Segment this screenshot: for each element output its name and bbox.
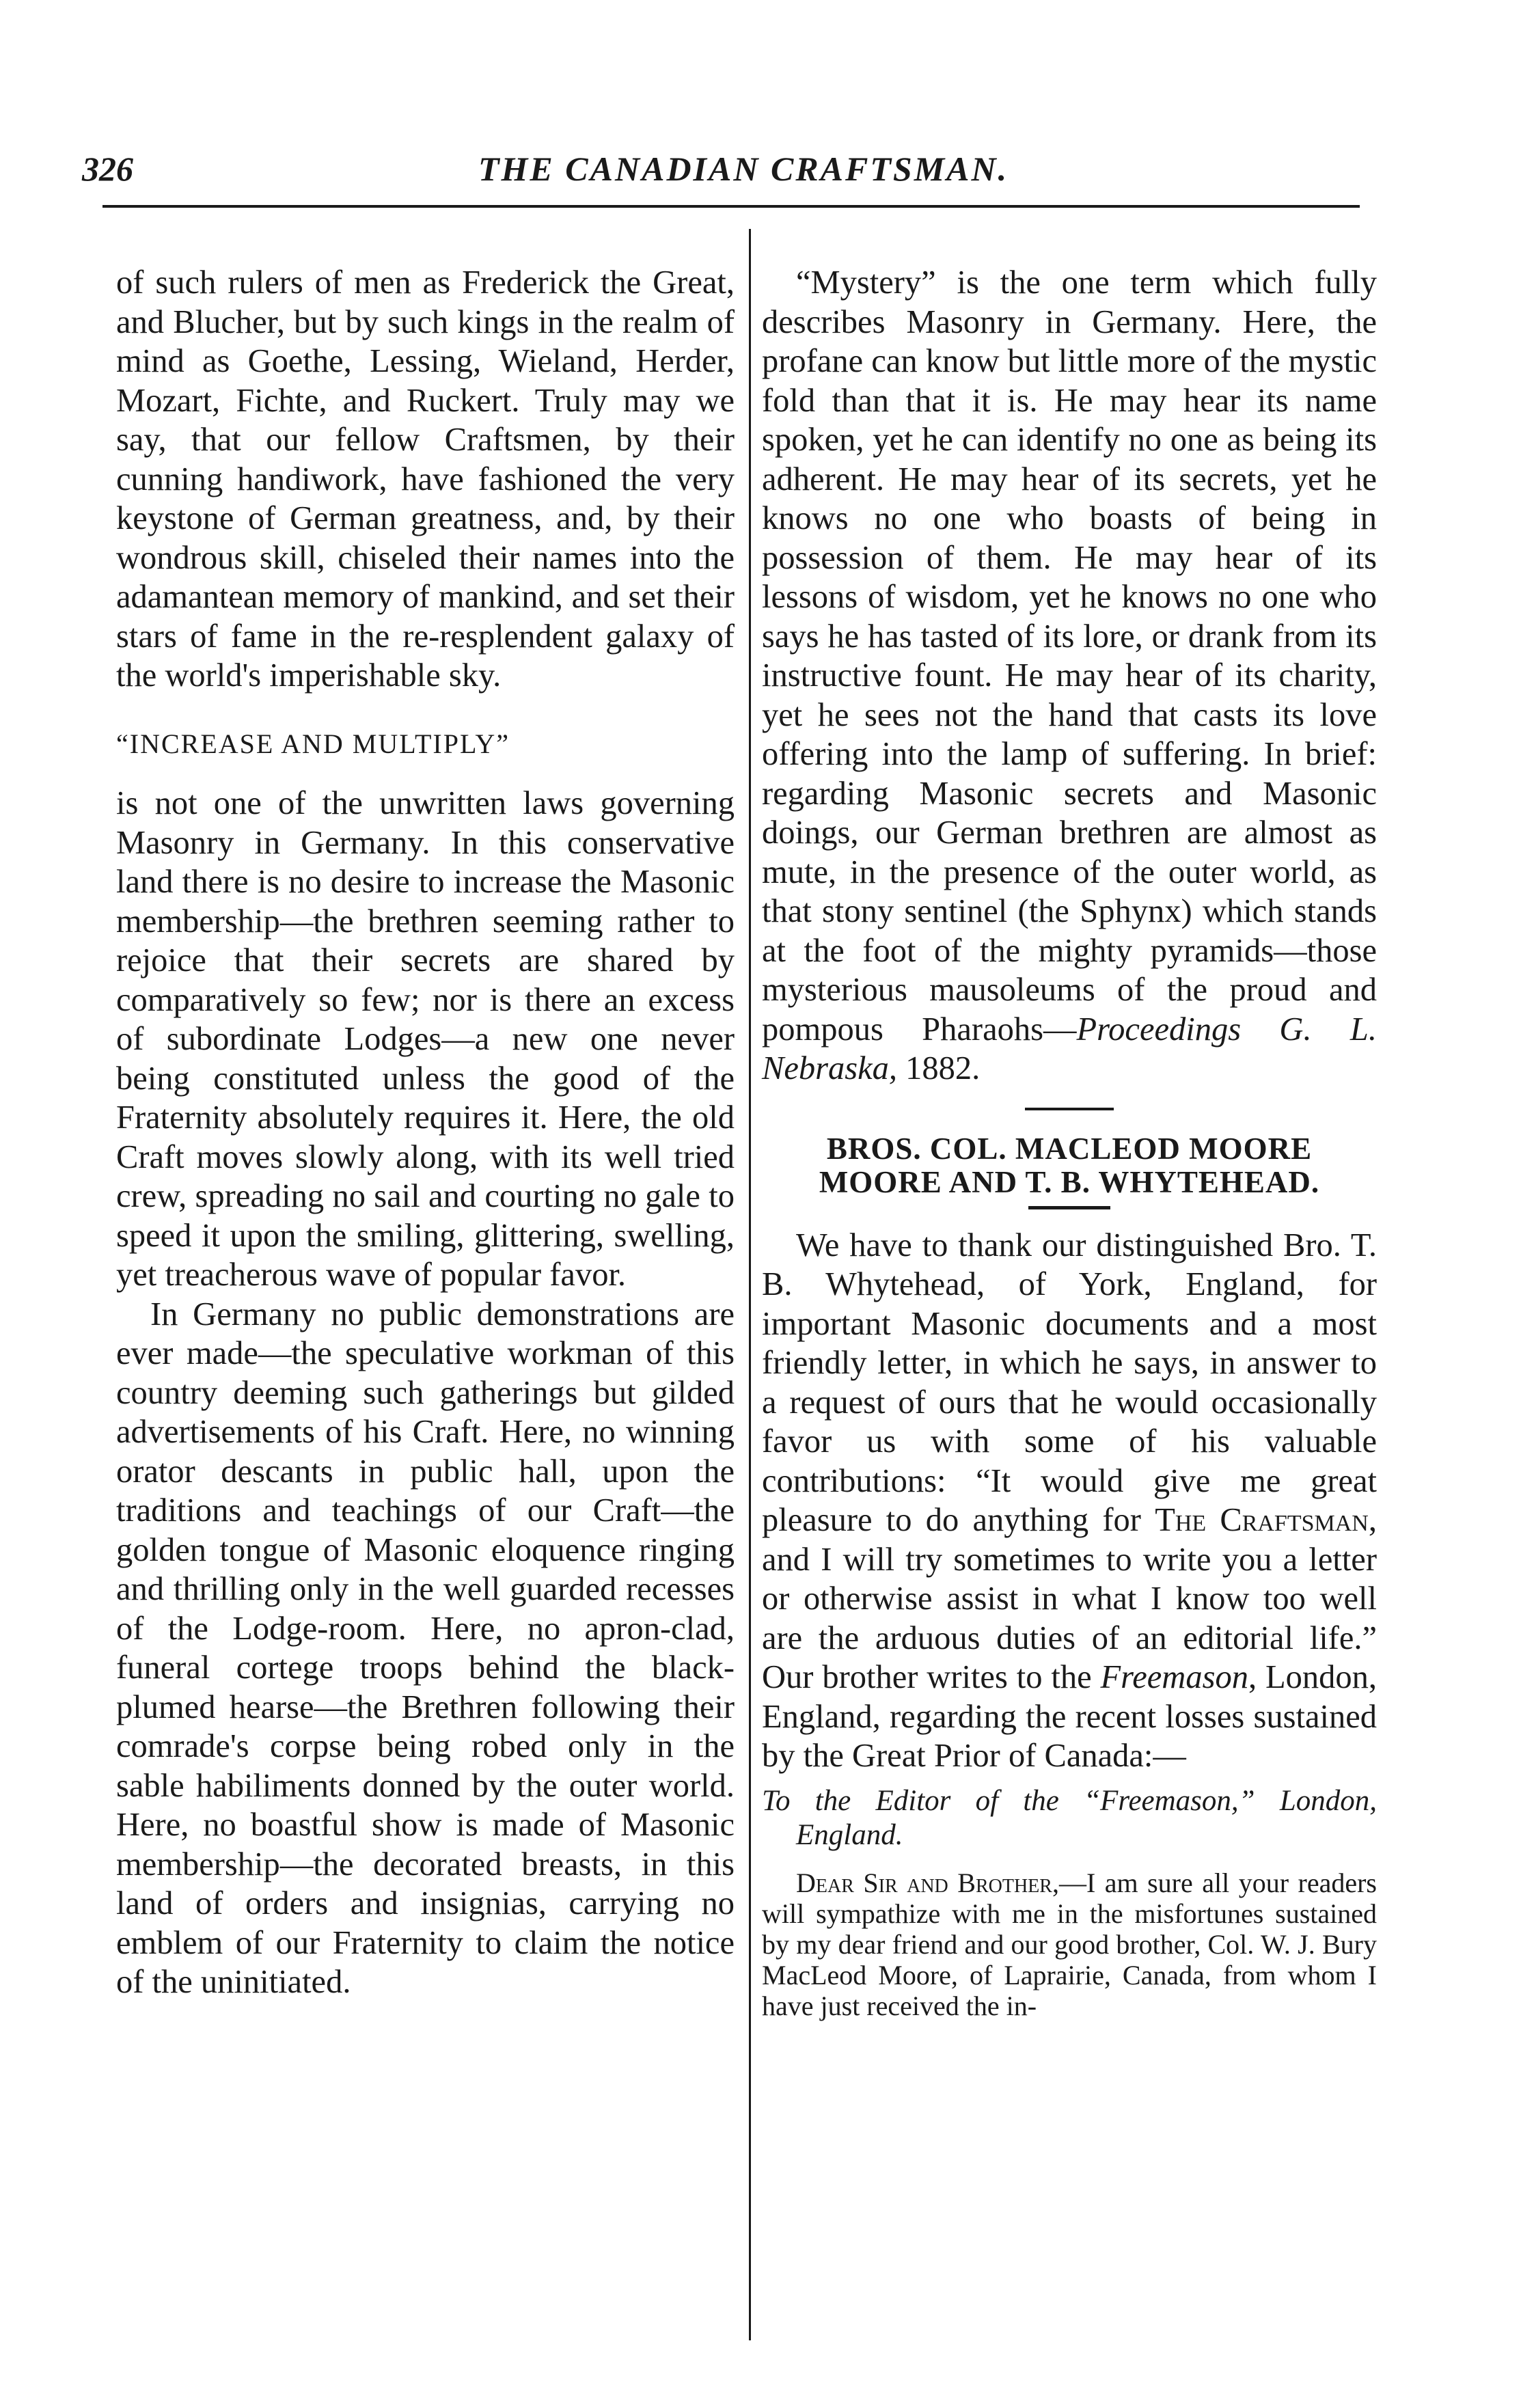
citation-year: 1882. [897,1050,981,1086]
paragraph-text: “Mystery” is the one term which fully describes Masonry in Germany. Here, the profane can know but little more of the mystic fold than that it is. He may hear its name spoken, yet he can identify no one as being its adherent. He may hear of its secrets, yet he knows no one who boasts of being in possession of them. He may hear of its lessons of wisdom, yet he knows no one who says he has tasted of its lore, or drank from its instructive fount. He may hear of its charity, yet he sees not the hand that casts its love offering into the lamp of suffering. In brief: regarding Masonic secrets and Masonic doings, our German brethren are almost as mute, in the presence of the outer world, as that stony sentinel (the Sphynx) which stands at the foot of the mighty pyramids—those mysterious mausoleums of the proud and pompous Pharaohs— [762,264,1377,1048]
title-underline [1028,1206,1110,1209]
source-citation: Proceedings G. L. Nebraska, [762,1011,1377,1086]
page-header [82,149,1435,204]
paragraph: of such rulers of men as Frederick the Great, and Blucher, but by such kings in the realm of mind as Goethe, Lessing, Wieland, Herder, Mozart, Fichte, and Ruckert. Truly may we say, that our fellow Craftsmen, by their cunning handiwork, have fashioned the very keystone of German greatness, and, by their wondrous skill, chiseled their names into the adamantean memory of mankind, and set their stars of fame in the re-resplendent galaxy of the world's imperishable sky. [116,264,735,694]
letter-paragraph [762,1867,1377,2021]
paragraph-text: , London, England, regarding the recent losses sustained by the Great Prior of Canada:— [762,1659,1377,1774]
paragraph [762,1226,1377,1776]
page-number: 326 [82,150,133,188]
header-rule [102,205,1360,208]
newspaper-name: Freemason [1100,1659,1248,1695]
left-column [116,263,735,2002]
paragraph: is not one of the unwritten laws governing Masonry in Germany. In this conservative land there is no desire to increase the Masonic membership—the brethren seeming rather to rejoice that their secrets are shared by comparatively so few; nor is there an excess of subordinate Lodges—a new one never being constituted unless the good of the Fraternity absolutely requires it. Here, the old Craft moves slowly along, with its well tried crew, spreading no sail and courting no gale to speed it upon the smiling, glittering, swelling, yet treacherous wave of popular favor. [116,785,735,1293]
separator-rule [1025,1108,1114,1110]
paragraph-text: , and I will try sometimes to write you a letter or otherwise assist in what I know too well are the arduous duties of an editorial life.” Our brother writes to the [762,1502,1377,1695]
column-divider [749,229,751,2340]
running-title: THE CANADIAN CRAFTSMAN. [478,150,1009,188]
right-column [762,263,1377,2021]
letter-salutation: Dear Sir and Brother [796,1867,1052,1898]
paragraph-text: We have to thank our distinguished Bro. T. B. Whytehead, of York, England, for important Masonic documents and a most friendly letter, in which he says, in answer to a request of ours that he would occasionally favor us with some of his valuable contributions: “It would give me great pleasure to do anything for [762,1227,1377,1538]
journal-name: The Craftsman [1155,1502,1369,1538]
section-heading: “INCREASE AND MULTIPLY” [116,728,510,759]
letter-text: ,—I am sure all your readers will sympathize with me in the misfortunes sustained by my dear friend and our good brother, Col. W. J. Bury MacLeod Moore, of Laprairie, Canada, from whom I have just received the in- [762,1867,1377,2021]
paragraph [762,263,1377,1089]
paragraph: In Germany no public demonstrations are ever made—the speculative workman of this country deeming such gatherings but gilded advertisements of his Craft. Here, no winning orator descants in public hall, upon the traditions and teachings of our Craft—the golden tongue of Masonic eloquence ringing and thrilling only in the well guarded recesses of the Lodge-room. Here, no apron-clad, funeral cortege troops behind the black-plumed hearse—the Brethren following their comrade's corpse being robed only in the sable habiliments donned by the outer world. Here, no boastful show is made of Masonic membership—the decorated breasts, in this land of orders and insignias, carrying no emblem of our Fraternity to claim the notice of the uninitiated. [116,1296,735,2000]
article-title: BROS. COL. MACLEOD MOORE MOORE AND T. B. WHYTEHEAD. [819,1131,1320,1199]
letter-address: To the Editor of the “Freemason,” London, England. [762,1784,1377,1851]
